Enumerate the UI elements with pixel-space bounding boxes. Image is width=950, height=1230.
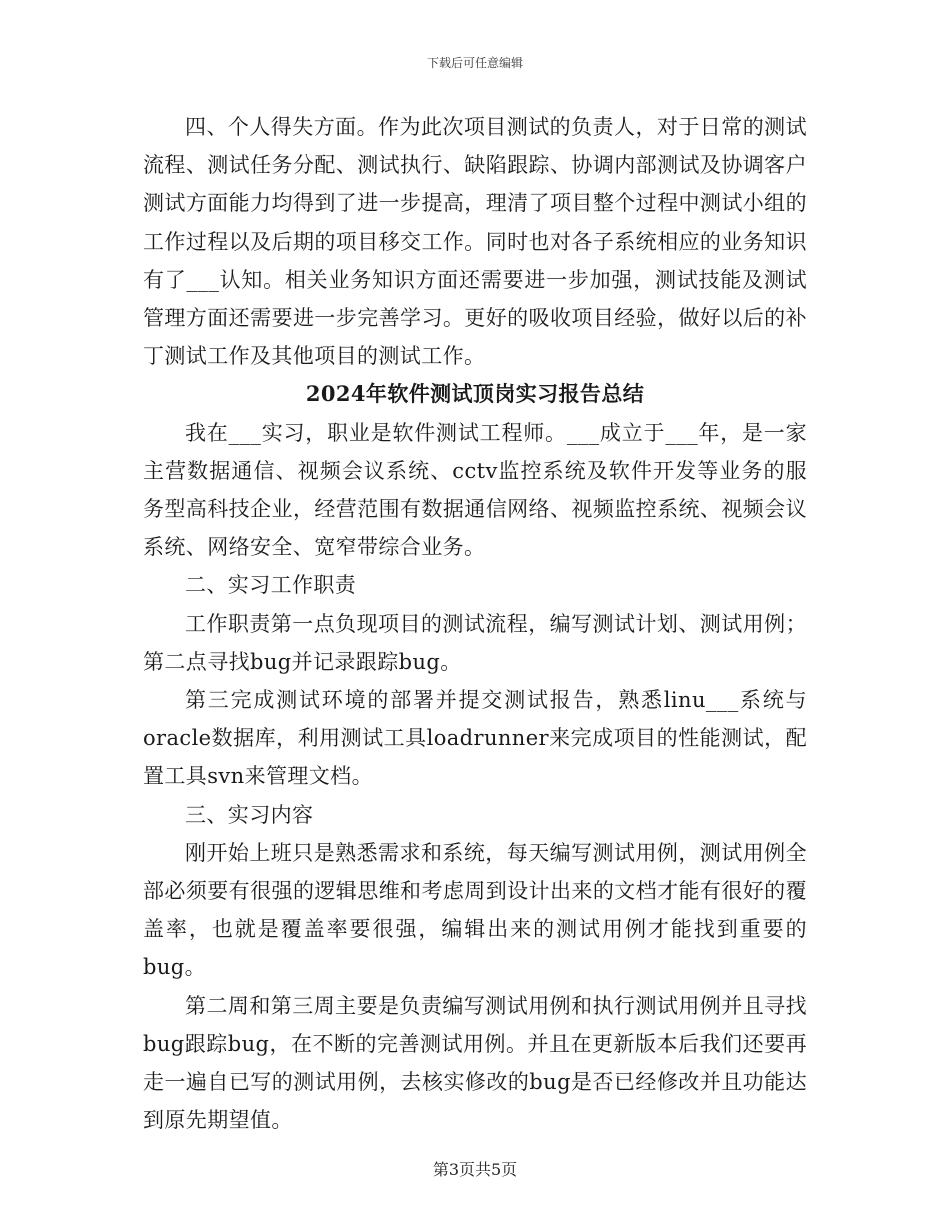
paragraph-intro: 我在___实习，职业是软件测试工程师。___成立于___年，是一家主营数据通信、视频会议系统、cctv监控系统及软件开发等业务的服务型高科技企业，经营范围有数据通信网络、视频监控系统、视频会议系统、网络安全、宽窄带综合业务。 [143,420,807,560]
heading-content: 三、实习内容 [185,802,314,827]
paragraph-personal-gains: 四、个人得失方面。作为此次项目测试的负责人，对于日常的测试流程、测试任务分配、测试执行、缺陷跟踪、协调内部测试及协调客户测试方面能力均得到了进一步提高，理清了项目整个过程中测试小组的工作过程以及后期的项目移交工作。同时也对各子系统相应的业务知识有了___认知。相关业务知识方面还需要进一步加强，测试技能及测试管理方面还需要进一步完善学习。更好的吸收项目经验，做好以后的补丁测试工作及其他项目的测试工作。 [143,115,807,369]
section-title: 2024年软件测试顶岗实习报告总结 [305,381,645,407]
page-header-note: 下载后可任意编辑 [426,56,523,70]
paragraph-duties-1: 工作职责第一点负现项目的测试流程，编写测试计划、测试用例；第二点寻找bug并记录跟踪bug。 [143,611,807,674]
document-body [143,108,807,1139]
paragraph-duties-2: 第三完成测试环境的部署并提交测试报告，熟悉linu___系统与oracle数据库，利用测试工具loadrunner来完成项目的性能测试，配置工具svn来管理文档。 [143,688,807,789]
paragraph-content-1: 刚开始上班只是熟悉需求和系统，每天编写测试用例，测试用例全部必须要有很强的逻辑思维和考虑周到设计出来的文档才能有很好的覆盖率，也就是覆盖率要很强，编辑出来的测试用例才能找到重要的bug。 [143,840,807,980]
heading-duties: 二、实习工作职责 [185,573,357,598]
paragraph-content-2: 第二周和第三周主要是负责编写测试用例和执行测试用例并且寻找bug跟踪bug，在不断的完善测试用例。并且在更新版本后我们还要再走一遍自已写的测试用例，去核实修改的bug是否已经修改并且功能达到原先期望值。 [143,993,807,1133]
page-number: 第3页共5页 [432,1160,518,1179]
